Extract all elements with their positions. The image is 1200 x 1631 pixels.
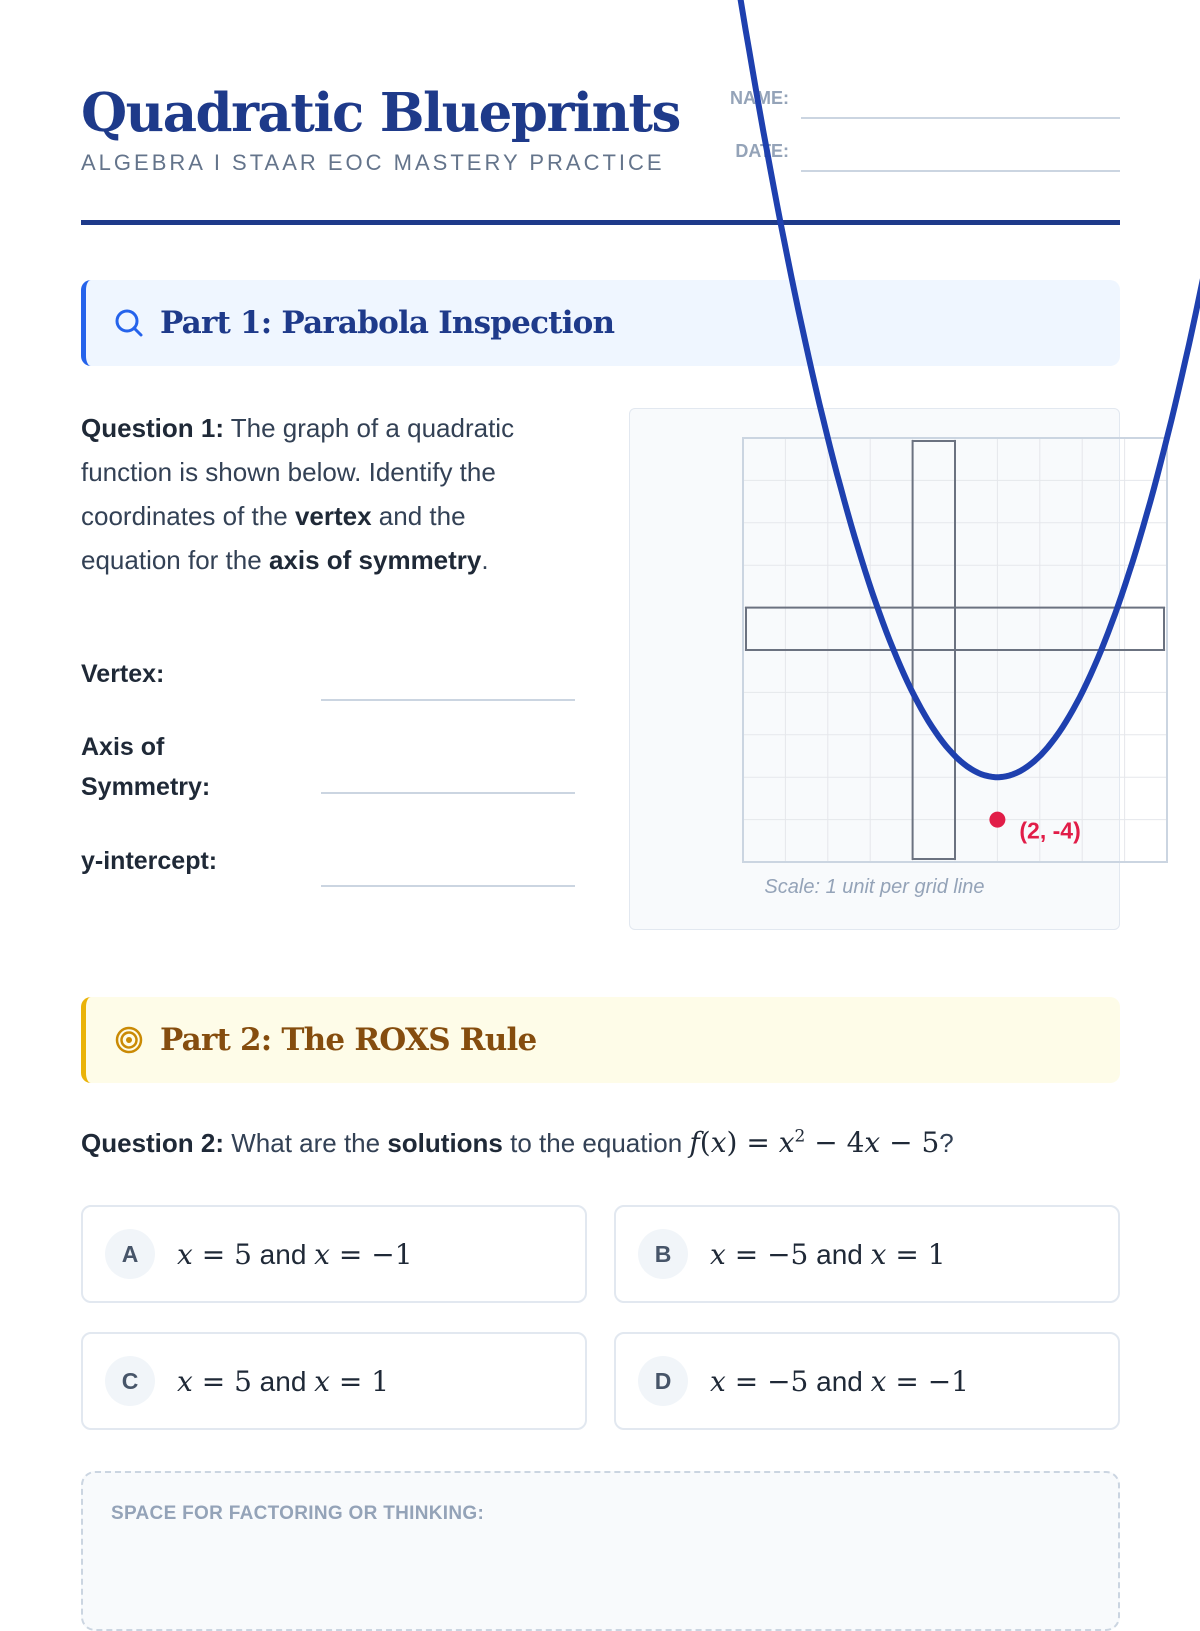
- part1-title: Part 1: Parabola Inspection: [160, 305, 615, 341]
- question-2: [81, 1126, 954, 1159]
- axis-label-line2: Symmetry:: [81, 773, 211, 801]
- question-1: [81, 406, 571, 582]
- option-letter: A: [105, 1229, 155, 1279]
- question-1-text-2: and the equation for the: [81, 501, 466, 575]
- option-c[interactable]: [81, 1332, 587, 1430]
- option-letter: D: [638, 1356, 688, 1406]
- target-icon: [114, 1025, 144, 1055]
- vertex-keyword: vertex: [294, 501, 372, 531]
- question-2-text-2: to the equation: [510, 1128, 683, 1158]
- date-label: DATE:: [735, 141, 789, 161]
- worksheet-subtitle: ALGEBRA I STAAR EOC MASTERY PRACTICE: [81, 150, 665, 175]
- name-label: NAME:: [730, 88, 789, 108]
- vertex-label: Vertex:: [81, 660, 165, 688]
- worksheet-title: Quadratic Blueprints: [81, 82, 680, 144]
- point-label: (2, -4): [1019, 817, 1081, 844]
- name-field[interactable]: [801, 117, 1120, 119]
- option-letter: B: [638, 1229, 688, 1279]
- option-text: x = 5 and x = 1: [177, 1364, 390, 1398]
- axis-answer-field[interactable]: [321, 792, 575, 794]
- search-icon: [114, 308, 144, 338]
- worksheet-page: [81, 0, 1120, 1600]
- question-2-end: ?: [939, 1128, 954, 1158]
- scratch-workspace[interactable]: [81, 1471, 1120, 1631]
- question-2-label: Question 2:: [81, 1128, 225, 1158]
- solutions-keyword: solutions: [387, 1128, 503, 1158]
- date-field[interactable]: [801, 170, 1120, 172]
- part1-banner: [81, 280, 1120, 366]
- option-d[interactable]: [614, 1332, 1120, 1430]
- parabola-graph: [619, 470, 1200, 870]
- axis-label-line1: Axis of: [81, 733, 165, 761]
- question-1-label: Question 1:: [81, 413, 225, 443]
- y-intercept-label: y-intercept:: [81, 847, 218, 875]
- option-text: x = 5 and x = −1: [177, 1237, 413, 1271]
- part2-title: Part 2: The ROXS Rule: [160, 1022, 537, 1058]
- vertex-answer-field[interactable]: [321, 699, 575, 701]
- option-text: x = −5 and x = −1: [710, 1364, 969, 1398]
- header-divider: [81, 220, 1120, 225]
- workspace-label: SPACE FOR FACTORING OR THINKING:: [111, 1503, 485, 1524]
- option-b[interactable]: [614, 1205, 1120, 1303]
- option-letter: C: [105, 1356, 155, 1406]
- scale-note: Scale: 1 unit per grid line: [764, 876, 985, 898]
- y-intercept-answer-field[interactable]: [321, 885, 575, 887]
- axis-of-symmetry-label: [81, 727, 210, 807]
- equation: $f(x) = x^2 - 4x - 5$: [689, 1126, 940, 1159]
- question-2-text: What are the: [231, 1128, 381, 1158]
- question-1-text: The graph of a quadratic function is shown below. Identify the coordinates of the: [81, 413, 515, 531]
- question-1-end: .: [481, 545, 489, 575]
- option-text: x = −5 and x = 1: [710, 1237, 946, 1271]
- axis-keyword: axis of symmetry: [268, 545, 482, 575]
- option-a[interactable]: [81, 1205, 587, 1303]
- part2-banner: [81, 997, 1120, 1083]
- marked-point: [989, 812, 1005, 828]
